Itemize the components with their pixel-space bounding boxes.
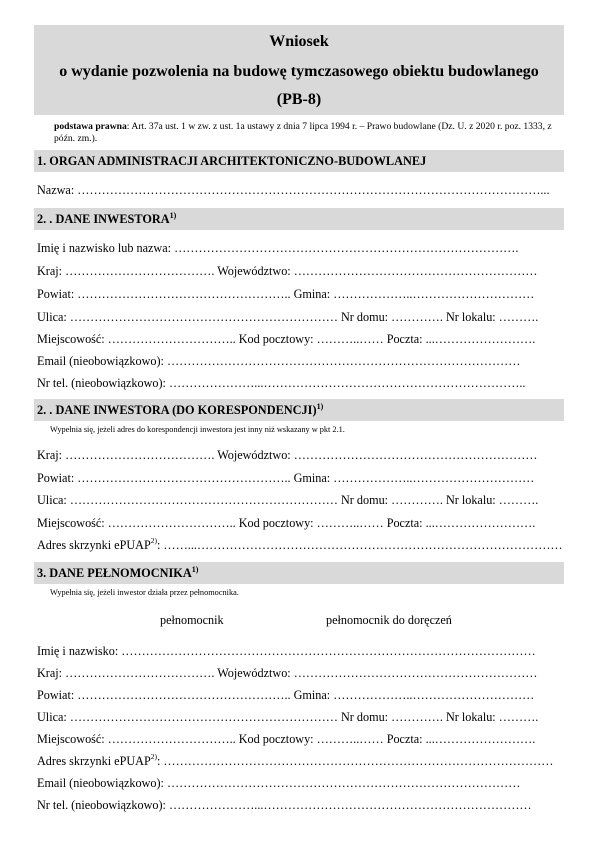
proxy-option[interactable]: pełnomocnik <box>160 613 224 627</box>
section-heading-organ: 1. ORGAN ADMINISTRACJI ARCHITEKTONICZNO-BUDOWLANEJ <box>34 150 564 172</box>
form-code: (PB-8) <box>276 91 322 108</box>
correspondence-note: Wypełnia się, jeżeli adres do korespondencji inwestora jest inny niż wskazany w pkt 2.1. <box>50 425 345 434</box>
proxy-district-commune-field[interactable]: Powiat: …………………………………………….. Gmina: ………………..………………………… <box>37 688 535 702</box>
proxy-street-field[interactable]: Ulica: ………………………………………………………… Nr domu: …………. Nr lokalu: ………. <box>37 710 539 724</box>
investor-email-field[interactable]: Email (nieobowiązkowo): …………………………………………………………………………… <box>37 354 521 368</box>
correspondence-street-field[interactable]: Ulica: ………………………………………………………… Nr domu: …………. Nr lokalu: ………. <box>37 493 539 507</box>
investor-city-postal-field[interactable]: Miejscowość: ………………………….. Kod pocztowy: ………..…… Poczta: ...……………………. <box>37 332 536 346</box>
proxy-city-postal-field[interactable]: Miejscowość: ………………………….. Kod pocztowy: ………..…… Poczta: ...……………………. <box>37 732 536 746</box>
proxy-note: Wypełnia się, jeżeli inwestor działa przez pełnomocnika. <box>50 588 239 597</box>
legal-basis-text: : Art. 37a ust. 1 w zw. z ust. 1a ustawy z dnia 7 lipca 1994 r. – Prawo budowlane (Dz. U. z 2020 r. poz. 1333, z późn. zm.). <box>54 121 552 144</box>
legal-basis-label: podstawa prawna <box>54 121 127 132</box>
organ-name-field[interactable]: Nazwa: ……………………………………………………………………………………………………... <box>37 183 550 197</box>
proxy-epuap-field[interactable]: Adres skrzynki ePUAP$^{2)}$: …………………………………………………………………………………… <box>37 753 554 768</box>
form-title-box <box>34 25 564 115</box>
proxy-email-field[interactable]: Email (nieobowiązkowo): …………………………………………………………………………… <box>37 776 521 790</box>
correspondence-country-region-field[interactable]: Kraj: ………………………………. Województwo: …………………………………………………… <box>37 448 538 462</box>
investor-phone-field[interactable]: Nr tel. (nieobowiązkowo): …………………...……………………………………………………….. <box>37 376 526 390</box>
section-heading-investor-correspondence: 2. . DANE INWESTORA (DO KORESPONDENCJI)$^{1)}$ <box>34 399 564 421</box>
investor-name-field[interactable]: Imię i nazwisko lub nazwa: …………………………………………………………………………. <box>37 241 519 255</box>
investor-country-region-field[interactable]: Kraj: ………………………………. Województwo: …………………………………………………… <box>37 264 538 278</box>
correspondence-district-commune-field[interactable]: Powiat: …………………………………………….. Gmina: ………………..………………………… <box>37 471 535 485</box>
form-subtitle: o wydanie pozwolenia na budowę tymczasowego obiektu budowlanego <box>59 63 539 80</box>
legal-basis <box>54 121 559 145</box>
correspondence-city-postal-field[interactable]: Miejscowość: ………………………….. Kod pocztowy: ………..…… Poczta: ...……………………. <box>37 516 536 530</box>
correspondence-epuap-field[interactable]: Adres skrzynki ePUAP$^{2)}$: ……...……………………………………………………………………………… <box>37 537 563 552</box>
proxy-name-field[interactable]: Imię i nazwisko: ………………………………………………………………………………………… <box>37 644 536 658</box>
form-title: Wniosek <box>269 33 329 50</box>
investor-district-commune-field[interactable]: Powiat: …………………………………………….. Gmina: ………………..………………………… <box>37 287 535 301</box>
proxy-delivery-option[interactable]: pełnomocnik do doręczeń <box>326 613 452 627</box>
section-heading-investor: 2. . DANE INWESTORA$^{1)}$ <box>34 208 564 230</box>
section-heading-proxy: 3. DANE PEŁNOMOCNIKA$^{1)}$ <box>34 562 564 584</box>
proxy-phone-field[interactable]: Nr tel. (nieobowiązkowo): …………………...………………………………………………………… <box>37 798 532 812</box>
investor-street-field[interactable]: Ulica: ………………………………………………………… Nr domu: …………. Nr lokalu: ………. <box>37 310 539 324</box>
proxy-country-region-field[interactable]: Kraj: ………………………………. Województwo: …………………………………………………… <box>37 666 538 680</box>
